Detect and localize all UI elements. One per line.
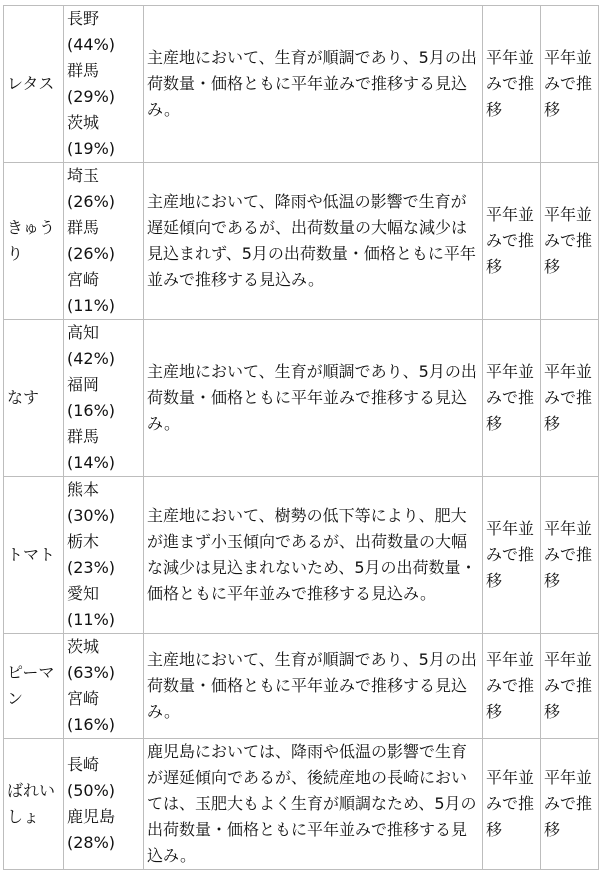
table-row [4,477,599,634]
producing-regions: 長野 (44%) 群馬 (29%) 茨城 (19%) [64,6,144,163]
price-trend: 平年並みで推移 [541,634,599,739]
table-row [4,634,599,739]
producing-regions: 高知 (42%) 福岡 (16%) 群馬 (14%) [64,320,144,477]
outlook-note: 主産地において、生育が順調であり、5月の出荷数量・価格ともに平年並みで推移する見込み。 [144,320,483,477]
quantity-trend: 平年並みで推移 [483,320,541,477]
outlook-note: 主産地において、樹勢の低下等により、肥大が進まず小玉傾向であるが、出荷数量の大幅な減少は見込まれないため、5月の出荷数量・価格ともに平年並みで推移する見込み。 [144,477,483,634]
vegetable-name: トマト [4,477,64,634]
quantity-trend: 平年並みで推移 [483,739,541,870]
producing-regions: 長崎 (50%) 鹿児島 (28%) [64,739,144,870]
outlook-note: 主産地において、降雨や低温の影響で生育が遅延傾向であるが、出荷数量の大幅な減少は見込まれず、5月の出荷数量・価格ともに平年並みで推移する見込み。 [144,163,483,320]
quantity-trend: 平年並みで推移 [483,477,541,634]
quantity-trend: 平年並みで推移 [483,6,541,163]
price-trend: 平年並みで推移 [541,739,599,870]
vegetable-name: ばれいしょ [4,739,64,870]
vegetable-name: レタス [4,6,64,163]
quantity-trend: 平年並みで推移 [483,163,541,320]
vegetable-name: なす [4,320,64,477]
price-trend: 平年並みで推移 [541,6,599,163]
price-trend: 平年並みで推移 [541,320,599,477]
quantity-trend: 平年並みで推移 [483,634,541,739]
table-row [4,6,599,163]
price-trend: 平年並みで推移 [541,477,599,634]
table-row [4,739,599,870]
table-row [4,320,599,477]
outlook-note: 鹿児島においては、降雨や低温の影響で生育が遅延傾向であるが、後続産地の長崎においては、玉肥大もよく生育が順調なため、5月の出荷数量・価格ともに平年並みで推移する見込み。 [144,739,483,870]
vegetable-outlook-table [3,5,599,870]
producing-regions: 埼玉 (26%) 群馬 (26%) 宮崎 (11%) [64,163,144,320]
outlook-note: 主産地において、生育が順調であり、5月の出荷数量・価格ともに平年並みで推移する見込み。 [144,6,483,163]
vegetable-name: きゅうり [4,163,64,320]
vegetable-name: ピーマン [4,634,64,739]
table-row [4,163,599,320]
producing-regions: 茨城 (63%) 宮崎 (16%) [64,634,144,739]
producing-regions: 熊本 (30%) 栃木 (23%) 愛知 (11%) [64,477,144,634]
price-trend: 平年並みで推移 [541,163,599,320]
outlook-note: 主産地において、生育が順調であり、5月の出荷数量・価格ともに平年並みで推移する見込み。 [144,634,483,739]
